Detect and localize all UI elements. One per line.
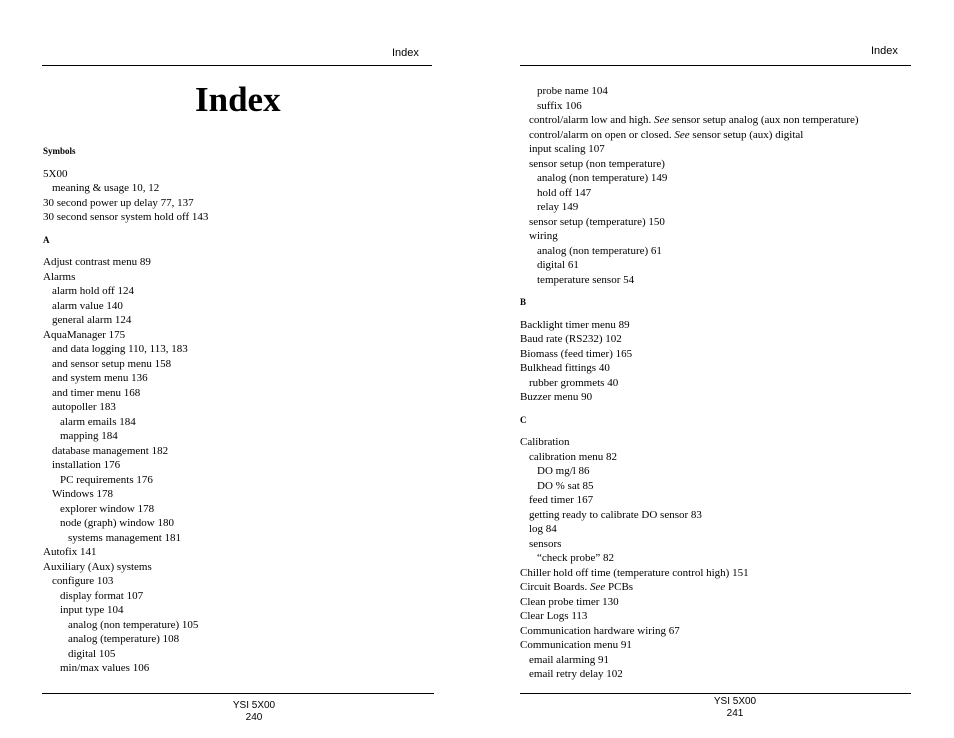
index-entry: Bulkhead fittings 40 [520,362,610,374]
footer-product: YSI 5X00 [713,696,757,707]
header-rule [520,65,911,66]
index-entry: 30 second power up delay 77, 137 [43,196,194,209]
index-entry: control/alarm low and high. See sensor setup analog (aux non temperature) [529,114,859,126]
index-entry: alarm emails 184 [60,415,136,428]
index-entry: Backlight timer menu 89 [520,318,630,331]
footer-page-number: 240 [245,712,263,723]
index-entry: and data logging 110, 113, 183 [52,343,188,355]
index-entry: suffix 106 [537,99,582,112]
index-entry: autopoller 183 [52,401,116,413]
index-entry: calibration menu 82 [529,450,617,463]
footer-page-number: 241 [726,708,744,719]
index-entry: Chiller hold off time (temperature control high) 151 [520,566,749,579]
index-entry: Calibration [520,436,570,448]
index-entry: mapping 184 [60,430,118,442]
index-entry: control/alarm on open or closed. See sensor setup (aux) digital [529,128,804,141]
index-section-heading: C [520,414,527,425]
index-entry: min/max values 106 [60,662,150,674]
index-entry: Communication hardware wiring 67 [520,624,680,637]
index-entry: digital 61 [537,259,579,271]
index-entry: installation 176 [52,459,121,471]
index-entry: relay 149 [537,201,579,213]
index-entry: analog (temperature) 108 [68,633,180,645]
index-entry: Windows 178 [52,488,113,500]
index-entry: meaning & usage 10, 12 [52,182,160,194]
index-entry: Baud rate (RS232) 102 [520,333,622,345]
index-entry: database management 182 [52,444,169,457]
index-entry: getting ready to calibrate DO sensor 83 [529,508,702,521]
index-entry: 5X00 [43,167,68,180]
index-entry: feed timer 167 [529,494,594,506]
index-entry: 30 second sensor system hold off 143 [43,211,209,223]
index-entry: input scaling 107 [529,143,605,155]
running-head: Index [392,47,419,59]
index-entry: Adjust contrast menu 89 [43,256,151,268]
index-entry: input type 104 [60,604,124,616]
index-entry: and sensor setup menu 158 [52,357,172,370]
index-entry: Clear Logs 113 [520,610,588,622]
index-entry: Auxiliary (Aux) systems [43,560,152,573]
index-entry: rubber grommets 40 [529,376,619,389]
running-head: Index [871,45,898,57]
index-entry: analog (non temperature) 149 [537,172,668,184]
index-entry: sensors [529,537,562,550]
index-entry: configure 103 [52,575,114,587]
index-entry: alarm hold off 124 [52,285,134,297]
index-entry: AquaManager 175 [43,328,126,341]
index-entry: sensor setup (temperature) 150 [529,215,665,228]
page-footer [214,700,294,724]
index-entry: DO mg/l 86 [537,465,590,477]
index-entry: node (graph) window 180 [60,517,174,529]
index-entry: Circuit Boards. See PCBs [520,581,634,593]
index-entry: alarm value 140 [52,299,123,312]
index-entry: explorer window 178 [60,502,155,515]
index-entry: log 84 [529,523,557,535]
index-entry: email alarming 91 [529,653,610,666]
index-entry: Clean probe timer 130 [520,595,619,608]
index-entry: sensor setup (non temperature) [529,157,665,170]
footer-rule [520,693,911,694]
footer-product: YSI 5X00 [232,700,276,711]
index-section-heading: B [520,297,527,307]
page-footer [695,696,775,720]
index-entry: Alarms [43,270,76,283]
index-entry: probe name 104 [537,85,608,97]
index-entry: general alarm 124 [52,314,132,326]
index-entry: Buzzer menu 90 [520,391,593,403]
index-entry: and system menu 136 [52,372,148,384]
index-section-heading: A [43,234,50,245]
index-entry: analog (non temperature) 61 [537,244,662,257]
index-entry: Autofix 141 [43,546,97,558]
index-entry: “check probe” 82 [537,552,614,564]
index-entry: Biomass (feed timer) 165 [520,347,633,360]
header-rule [42,65,432,66]
page-title: Index [195,80,281,119]
footer-rule [42,693,434,694]
index-entry: PC requirements 176 [60,473,153,486]
index-entry: temperature sensor 54 [537,273,635,286]
index-entry: wiring [529,230,558,242]
index-entry: analog (non temperature) 105 [68,618,199,631]
index-section-heading: Symbols [43,146,76,156]
index-entry: and timer menu 168 [52,386,141,399]
index-entry: email retry delay 102 [529,668,623,680]
index-entry: hold off 147 [537,186,592,199]
index-entry: digital 105 [68,647,116,660]
index-entry: Communication menu 91 [520,639,632,651]
right-page [477,0,954,738]
index-entry: display format 107 [60,589,144,602]
index-entry: DO % sat 85 [537,479,594,492]
index-entry: systems management 181 [68,531,182,544]
